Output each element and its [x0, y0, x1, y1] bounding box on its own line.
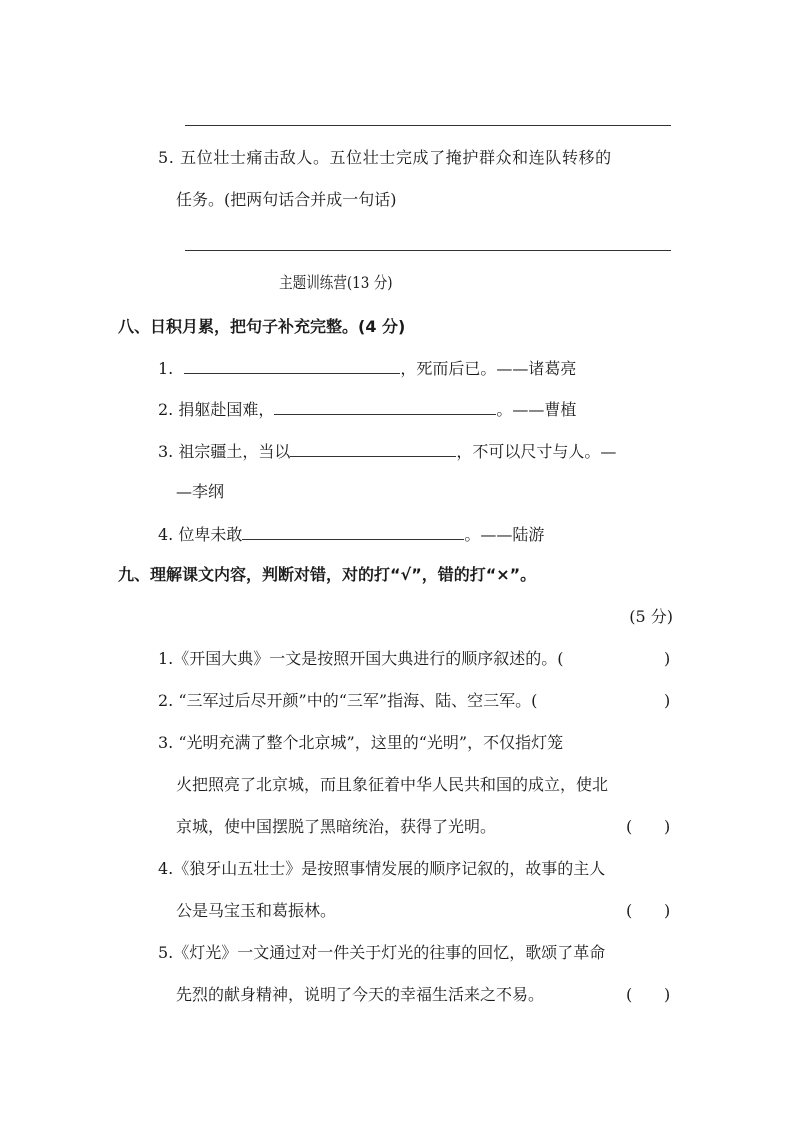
answer-paren-close[interactable]: )	[664, 649, 671, 668]
part9-item-4-line-1: 4.《狼牙山五壮士》是按照事情发展的顺序记叙的，故事的主人	[158, 859, 606, 878]
item-number: 2.	[158, 400, 174, 419]
fill-blank[interactable]	[274, 398, 496, 415]
part8-item-4	[158, 523, 544, 545]
answer-paren-close[interactable]: )	[664, 691, 671, 710]
part9-item-2: 2. “三军过后尽开颜”中的“三军”指海、陆、空三军。(	[158, 691, 538, 710]
part9-item-5-line-1: 5.《灯光》一文通过对一件关于灯光的往事的回忆，歌颂了革命	[158, 943, 606, 962]
part9-item-1: 1.《开国大典》一文是按照开国大典进行的顺序叙述的。(	[158, 649, 564, 668]
part8-item-1	[158, 357, 576, 379]
answer-paren-open[interactable]: (	[626, 985, 633, 1004]
item-before: 祖宗疆土，当以	[178, 442, 291, 461]
answer-paren-close[interactable]: )	[664, 817, 671, 836]
item-number: 4.	[158, 525, 174, 544]
part9-item-4-line-2: 公是马宝玉和葛振林。	[176, 901, 337, 920]
fill-blank[interactable]	[290, 440, 456, 457]
part9-item-5-line-2: 先烈的献身精神，说明了今天的幸福生活来之不易。	[176, 985, 545, 1004]
item-before: 位卑未敢	[178, 525, 243, 544]
part8-item-3-cont: —李纲	[176, 482, 225, 501]
answer-paren-close[interactable]: )	[664, 901, 671, 920]
fill-blank[interactable]	[184, 357, 400, 374]
item-after: 。——曹植	[496, 400, 577, 419]
part8-item-2	[158, 398, 576, 420]
answer-line[interactable]	[185, 250, 671, 251]
answer-paren-open[interactable]: (	[626, 901, 633, 920]
item-number: 3.	[158, 442, 174, 461]
fill-blank[interactable]	[242, 523, 464, 540]
part9-heading: 九、理解课文内容，判断对错，对的打“√”，错的打“×”。	[118, 565, 537, 584]
item-before: 捐躯赴国难，	[178, 400, 275, 419]
answer-paren-close[interactable]: )	[664, 985, 671, 1004]
answer-paren-open[interactable]: (	[626, 817, 633, 836]
part8-heading: 八、日积月累，把句子补充完整。(4 分)	[118, 317, 406, 336]
item-after: ，死而后已。——诸葛亮	[400, 359, 577, 378]
item-after: ，不可以尺寸与人。—	[456, 442, 617, 461]
answer-line[interactable]	[185, 125, 671, 126]
question-5-line-1: 5. 五位壮士痛击敌人。五位壮士完成了掩护群众和连队转移的	[158, 148, 612, 167]
section-title: 主题训练营(13 分)	[279, 273, 393, 292]
part9-item-3-line-3: 京城，使中国摆脱了黑暗统治，获得了光明。	[176, 817, 497, 836]
part9-item-3-line-1: 3. “光明充满了整个北京城”，这里的“光明”，不仅指灯笼	[158, 733, 564, 752]
part9-score: (5 分)	[629, 607, 673, 626]
part8-item-3	[158, 440, 616, 462]
item-after: 。——陆游	[464, 525, 545, 544]
question-5-line-2: 任务。(把两句话合并成一句话)	[176, 190, 397, 209]
item-number: 1.	[158, 359, 174, 378]
part9-item-3-line-2: 火把照亮了北京城，而且象征着中华人民共和国的成立，使北	[176, 775, 609, 794]
